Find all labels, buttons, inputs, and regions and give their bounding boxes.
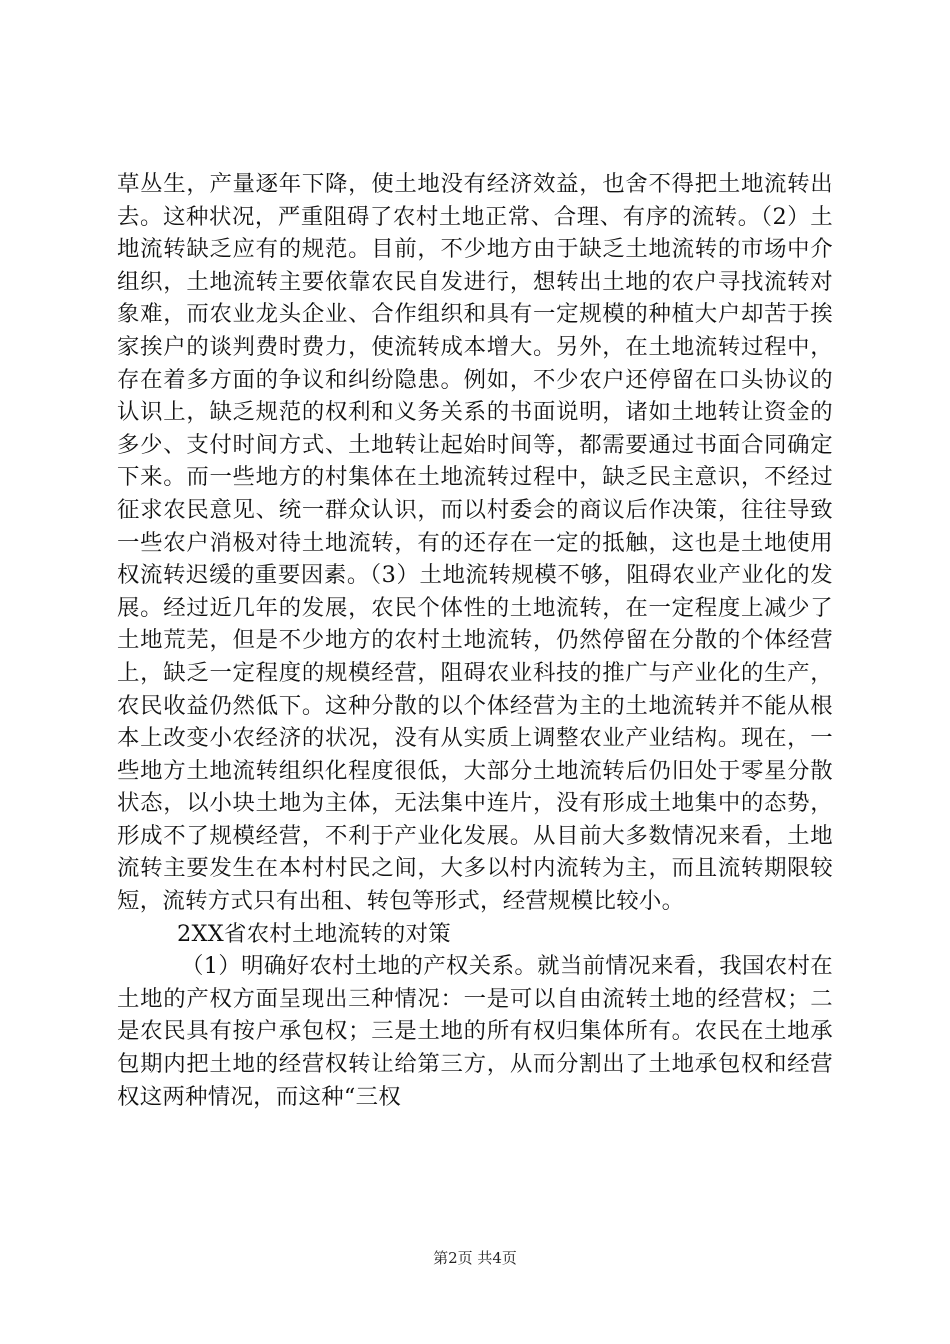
body-paragraph-2: （1）明确好农村土地的产权关系。就当前情况来看，我国农村在土地的产权方面呈现出三种情况：一是可以自由流转土地的经营权；二是农民具有按户承包权；三是土地的所有权归集体所有。农民在土地承包期内把土地的经营权转让给第三方，从而分割出了土地承包权和经营权这两种情况，而这种“三权 xyxy=(117,953,833,1110)
body-paragraph-1: 草丛生，产量逐年下降，使土地没有经济效益，也舍不得把土地流转出去。这种状况，严重阻碍了农村土地正常、合理、有序的流转。（2）土地流转缺乏应有的规范。目前，不少地方由于缺乏土地流转的市场中介组织，土地流转主要依靠农民自发进行，想转出土地的农户寻找流转对象难，而农业龙头企业、合作组织和具有一定规模的种植大户却苦于挨家挨户的谈判费时费力，使流转成本增大。另外，在土地流转过程中，存在着多方面的争议和纠纷隐患。例如，不少农户还停留在口头协议的认识上，缺乏规范的权利和义务关系的书面说明，诸如土地转让资金的多少、支付时间方式、土地转让起始时间等，都需要通过书面合同确定下来。而一些地方的村集体在土地流转过程中，缺乏民主意识，不经过征求农民意见、统一群众认识，而以村委会的商议后作决策，往往导致一些农户消极对待土地流转，有的还存在一定的抵触，这也是土地使用权流转迟缓的重要因素。（3）土地流转规模不够，阻碍农业产业化的发展。经过近几年的发展，农民个体性的土地流转，在一定程度上减少了土地荒芜，但是不少地方的农村土地流转，仍然停留在分散的个体经营上，缺乏一定程度的规模经营，阻碍农业科技的推广与产业化的生产，农民收益仍然低下。这种分散的以个体经营为主的土地流转并不能从根本上改变小农经济的状况，没有从实质上调整农业产业结构。现在，一些地方土地流转组织化程度很低，大部分土地流转后仍旧处于零星分散状态，以小块土地为主体，无法集中连片，没有形成土地集中的态势，形成不了规模经营，不利于产业化发展。从目前大多数情况来看，土地流转主要发生在本村村民之间，大多以村内流转为主，而且流转期限较短，流转方式只有出租、转包等形式，经营规模比较小。 xyxy=(117,171,833,915)
section-heading: 2XX省农村土地流转的对策 xyxy=(177,920,451,947)
page-footer: 第2页 共4页 xyxy=(433,1249,517,1267)
document-body xyxy=(117,168,833,1113)
